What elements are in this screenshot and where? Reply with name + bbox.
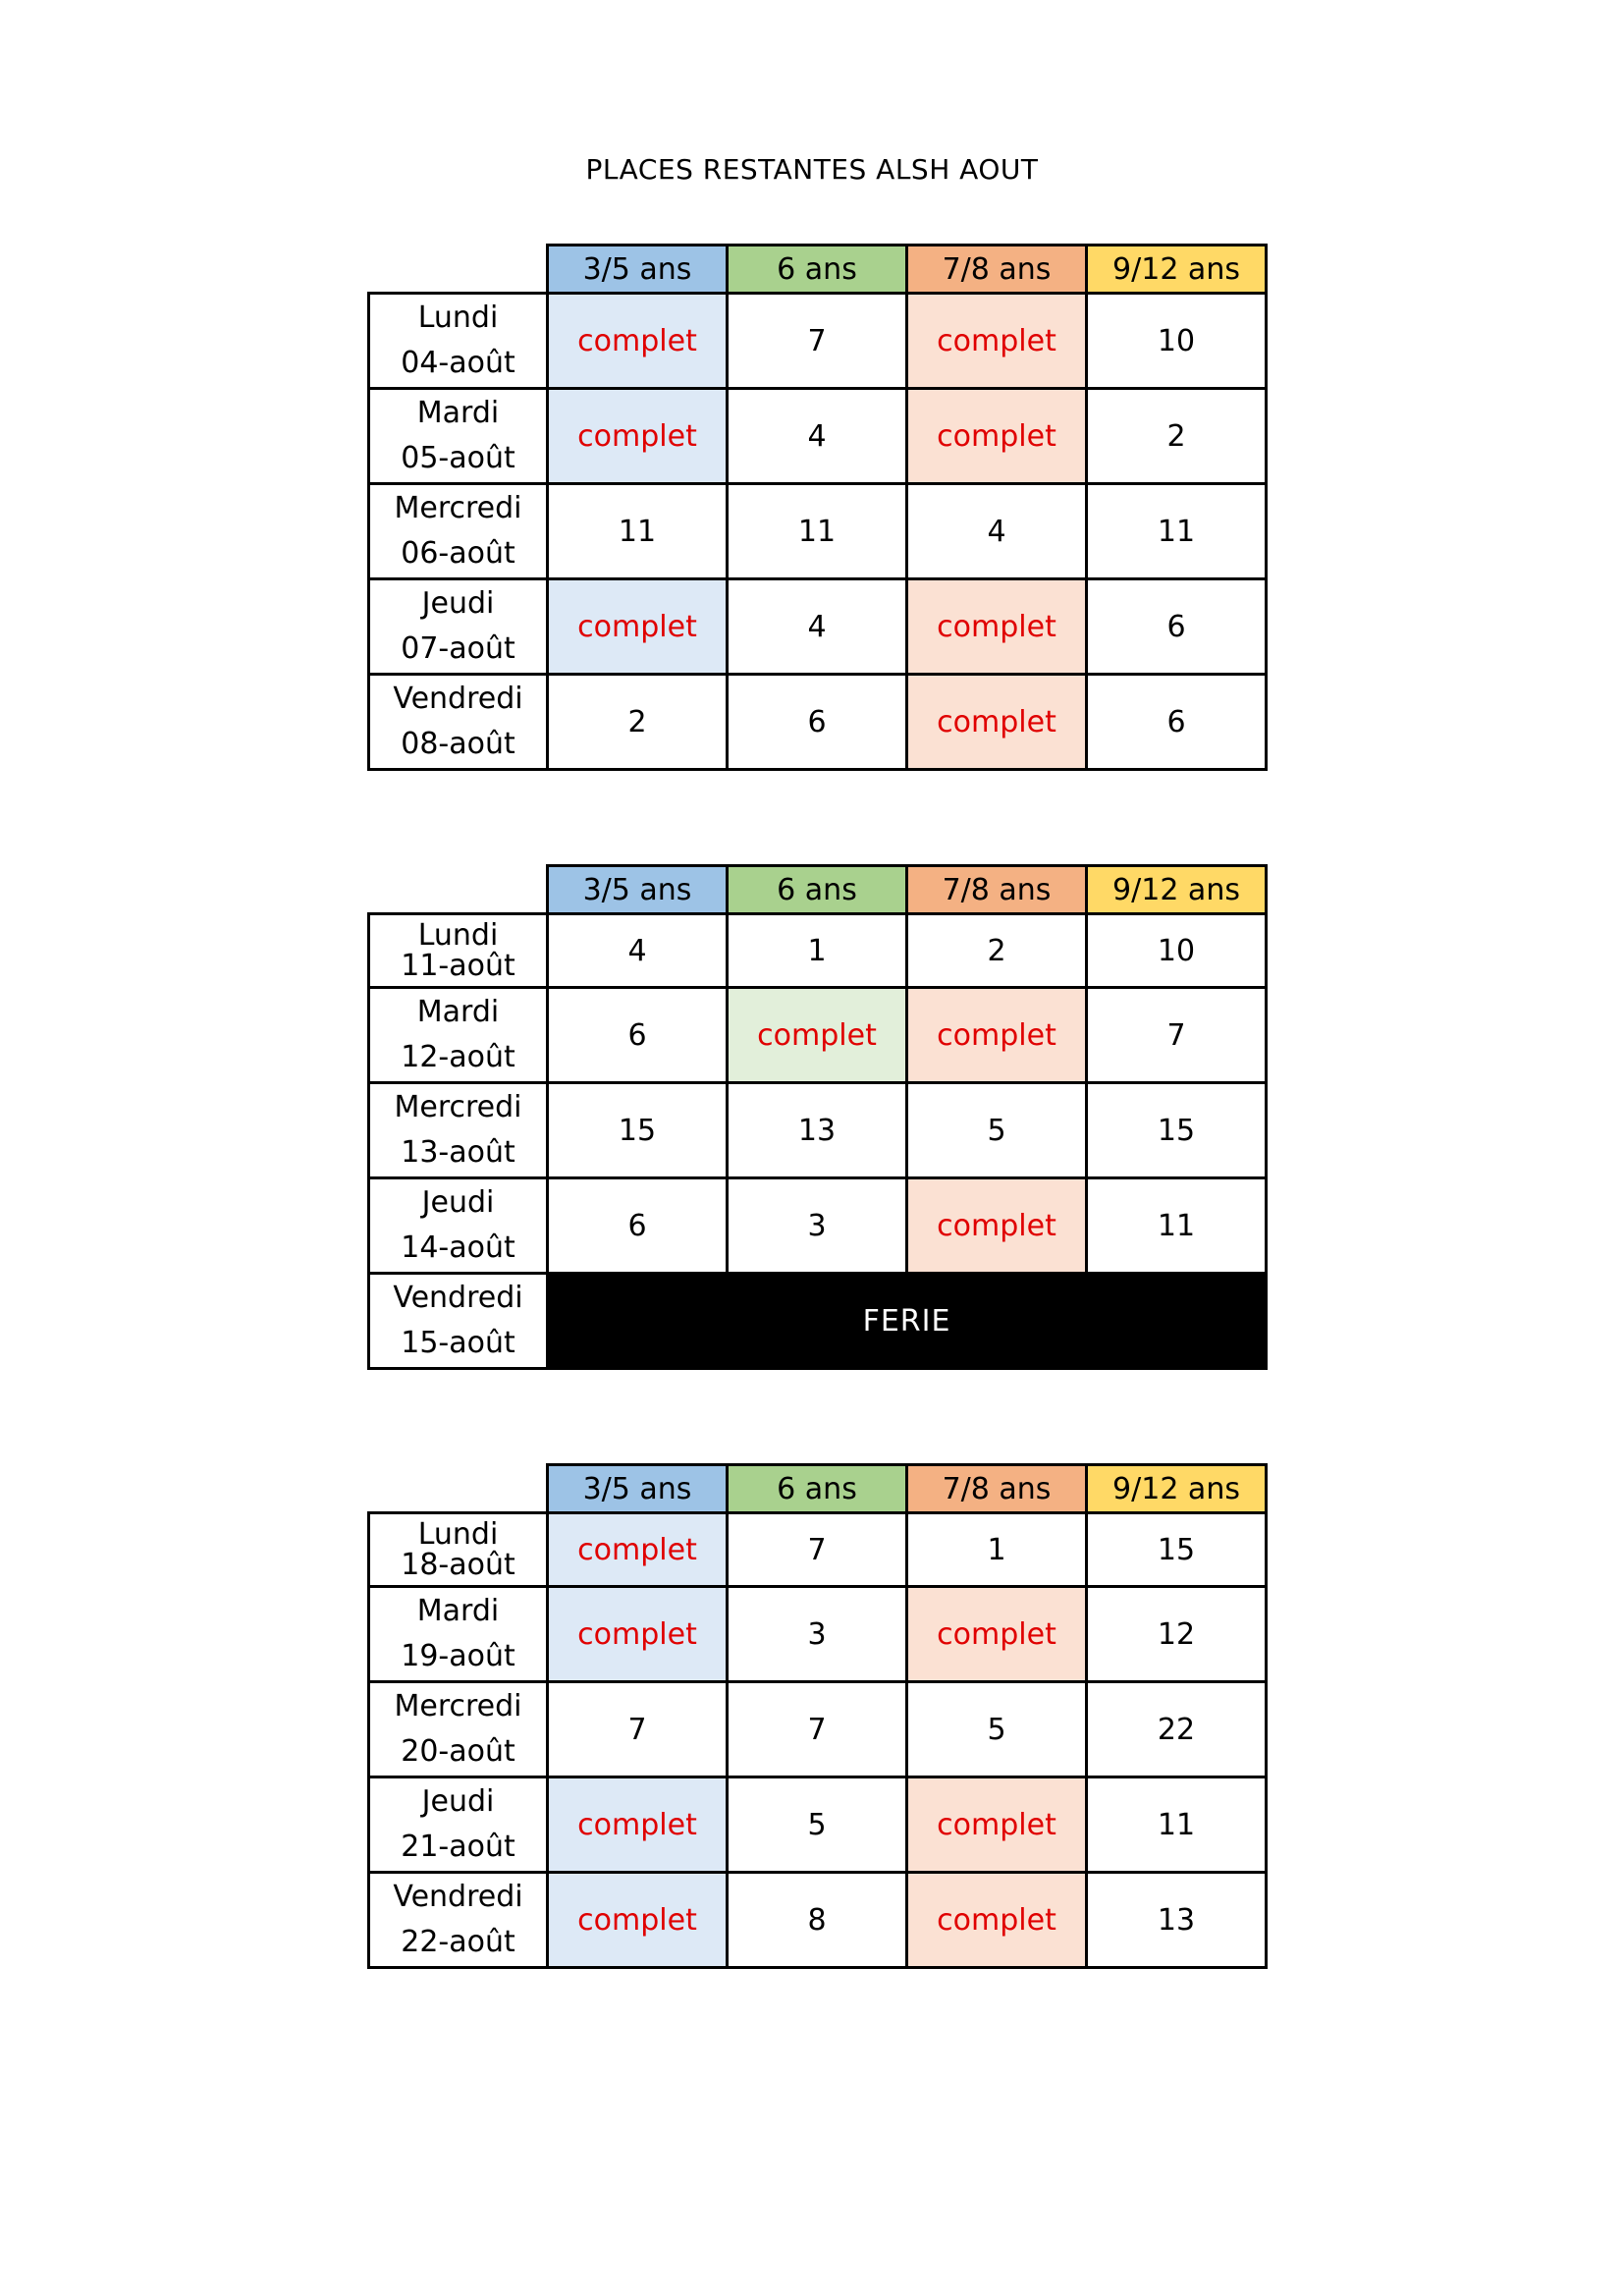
- day-label: [369, 484, 548, 579]
- table-row: [369, 1513, 1267, 1587]
- places-count: 15: [1087, 1083, 1267, 1178]
- places-count: 15: [1087, 1513, 1267, 1587]
- places-count: 2: [1087, 389, 1267, 484]
- week-table-2: [367, 864, 1268, 1370]
- day-date: 06-août: [401, 536, 515, 571]
- day-label: [369, 675, 548, 770]
- day-date: 11-août: [401, 949, 515, 983]
- places-count: 5: [907, 1682, 1087, 1777]
- day-date: 22-août: [401, 1925, 515, 1959]
- column-header: 7/8 ans: [907, 1465, 1087, 1513]
- places-count: 4: [548, 914, 728, 988]
- day-label: [369, 1083, 548, 1178]
- places-count: 13: [728, 1083, 907, 1178]
- table-row: [369, 675, 1267, 770]
- places-count: 7: [548, 1682, 728, 1777]
- status-complet: complet: [548, 294, 728, 389]
- day-name: Vendredi: [393, 1880, 523, 1914]
- column-header: 6 ans: [728, 1465, 907, 1513]
- places-count: 7: [728, 294, 907, 389]
- status-complet: complet: [907, 988, 1087, 1083]
- day-label: [369, 389, 548, 484]
- day-label: [369, 1777, 548, 1873]
- day-name: Mercredi: [394, 1090, 522, 1124]
- day-date: 05-août: [401, 441, 515, 475]
- table-row: [369, 579, 1267, 675]
- status-complet: complet: [907, 1587, 1087, 1682]
- places-count: 7: [1087, 988, 1267, 1083]
- status-complet: complet: [907, 1777, 1087, 1873]
- places-count: 6: [548, 1178, 728, 1274]
- week-table-1: [367, 244, 1268, 771]
- corner-empty: [369, 1465, 548, 1513]
- table-row: [369, 1274, 1267, 1369]
- table-row: [369, 1873, 1267, 1968]
- day-date: 07-août: [401, 631, 515, 666]
- places-count: 22: [1087, 1682, 1267, 1777]
- day-date: 15-août: [401, 1326, 515, 1360]
- day-name: Jeudi: [421, 1784, 495, 1819]
- status-complet: complet: [907, 1178, 1087, 1274]
- day-name: Mercredi: [394, 491, 522, 525]
- places-count: 6: [1087, 579, 1267, 675]
- day-label: [369, 988, 548, 1083]
- day-date: 08-août: [401, 727, 515, 761]
- places-count: 11: [1087, 484, 1267, 579]
- table-row: [369, 389, 1267, 484]
- places-count: 7: [728, 1513, 907, 1587]
- places-count: 5: [728, 1777, 907, 1873]
- places-count: 8: [728, 1873, 907, 1968]
- day-name: Mardi: [416, 396, 500, 430]
- day-date: 19-août: [401, 1639, 515, 1673]
- table-row: [369, 1083, 1267, 1178]
- status-complet: complet: [728, 988, 907, 1083]
- places-count: 13: [1087, 1873, 1267, 1968]
- day-date: 18-août: [401, 1548, 515, 1582]
- day-name: Vendredi: [393, 682, 523, 716]
- table-row: [369, 914, 1267, 988]
- day-name: Jeudi: [421, 1185, 495, 1220]
- table-row: [369, 1587, 1267, 1682]
- column-header: 6 ans: [728, 866, 907, 914]
- day-name: Mercredi: [394, 1689, 522, 1723]
- column-header: 3/5 ans: [548, 1465, 728, 1513]
- places-count: 3: [728, 1587, 907, 1682]
- places-count: 2: [548, 675, 728, 770]
- day-label: [369, 1873, 548, 1968]
- day-label: [369, 1513, 548, 1587]
- column-header: 9/12 ans: [1087, 1465, 1267, 1513]
- day-label: [369, 294, 548, 389]
- holiday-cell: FERIE: [548, 1274, 1267, 1369]
- column-header: 3/5 ans: [548, 866, 728, 914]
- places-count: 15: [548, 1083, 728, 1178]
- day-name: Mardi: [416, 1594, 500, 1628]
- status-complet: complet: [907, 1873, 1087, 1968]
- day-name: Vendredi: [393, 1281, 523, 1315]
- column-header: 7/8 ans: [907, 246, 1087, 294]
- day-name: Mardi: [416, 995, 500, 1029]
- day-date: 12-août: [401, 1040, 515, 1074]
- day-label: [369, 579, 548, 675]
- status-complet: complet: [907, 294, 1087, 389]
- day-date: 13-août: [401, 1135, 515, 1170]
- table-row: [369, 1777, 1267, 1873]
- table-row: [369, 294, 1267, 389]
- status-complet: complet: [907, 675, 1087, 770]
- places-count: 4: [907, 484, 1087, 579]
- day-date: 21-août: [401, 1830, 515, 1864]
- column-header: 9/12 ans: [1087, 246, 1267, 294]
- corner-empty: [369, 246, 548, 294]
- column-header: 3/5 ans: [548, 246, 728, 294]
- places-count: 1: [907, 1513, 1087, 1587]
- places-count: 10: [1087, 294, 1267, 389]
- status-complet: complet: [907, 579, 1087, 675]
- day-label: [369, 1587, 548, 1682]
- day-name: Lundi: [417, 918, 499, 953]
- status-complet: complet: [548, 579, 728, 675]
- day-label: [369, 1274, 548, 1369]
- places-count: 1: [728, 914, 907, 988]
- column-header: 7/8 ans: [907, 866, 1087, 914]
- places-count: 6: [728, 675, 907, 770]
- places-count: 11: [1087, 1178, 1267, 1274]
- places-count: 7: [728, 1682, 907, 1777]
- places-count: 2: [907, 914, 1087, 988]
- places-count: 11: [728, 484, 907, 579]
- day-date: 20-août: [401, 1734, 515, 1769]
- day-name: Jeudi: [421, 586, 495, 621]
- places-count: 4: [728, 389, 907, 484]
- table-row: [369, 988, 1267, 1083]
- corner-empty: [369, 866, 548, 914]
- status-complet: complet: [907, 389, 1087, 484]
- status-complet: complet: [548, 1587, 728, 1682]
- table-row: [369, 1178, 1267, 1274]
- day-date: 14-août: [401, 1230, 515, 1265]
- places-count: 6: [548, 988, 728, 1083]
- page-title: PLACES RESTANTES ALSH AOUT: [585, 153, 1039, 186]
- day-name: Lundi: [417, 301, 499, 335]
- column-header: 6 ans: [728, 246, 907, 294]
- places-count: 11: [1087, 1777, 1267, 1873]
- places-count: 4: [728, 579, 907, 675]
- day-label: [369, 1178, 548, 1274]
- places-count: 11: [548, 484, 728, 579]
- day-label: [369, 1682, 548, 1777]
- day-label: [369, 914, 548, 988]
- status-complet: complet: [548, 389, 728, 484]
- status-complet: complet: [548, 1873, 728, 1968]
- table-row: [369, 1682, 1267, 1777]
- places-count: 6: [1087, 675, 1267, 770]
- places-count: 5: [907, 1083, 1087, 1178]
- week-table-3: [367, 1463, 1268, 1969]
- places-count: 10: [1087, 914, 1267, 988]
- day-name: Lundi: [417, 1517, 499, 1552]
- day-date: 04-août: [401, 346, 515, 380]
- column-header: 9/12 ans: [1087, 866, 1267, 914]
- table-row: [369, 484, 1267, 579]
- status-complet: complet: [548, 1513, 728, 1587]
- places-count: 12: [1087, 1587, 1267, 1682]
- places-count: 3: [728, 1178, 907, 1274]
- status-complet: complet: [548, 1777, 728, 1873]
